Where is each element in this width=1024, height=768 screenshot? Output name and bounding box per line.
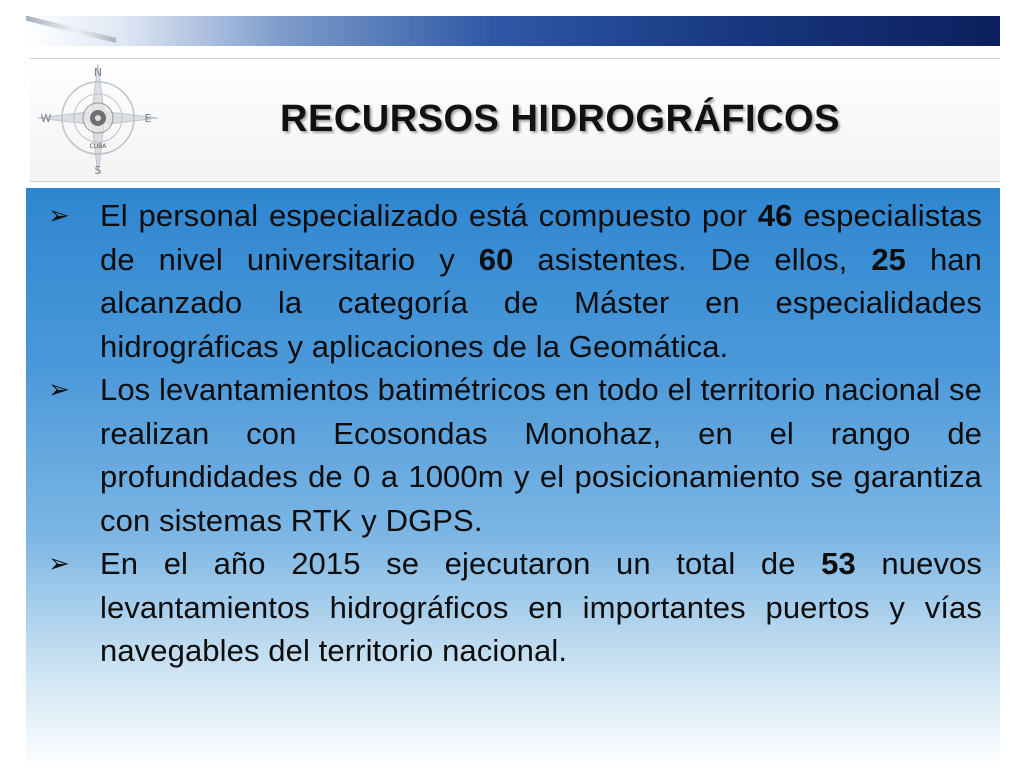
bullet-list	[44, 194, 982, 673]
logo-bottom-text: CUBA	[89, 143, 107, 150]
text-segment: asistentes. De ellos,	[513, 241, 872, 277]
hydrographic-service-logo	[34, 62, 162, 178]
bullet-text	[100, 368, 982, 542]
slide-title: RECURSOS HIDROGRÁFICOS	[280, 98, 840, 140]
number-60: 60	[478, 241, 514, 277]
pen-decoration	[26, 16, 116, 46]
bullet-item-surveys	[44, 368, 982, 542]
text-segment: Los levantamientos batimétricos en todo el territorio nacional se realizan con Ecosondas Monohaz, en el rango de profundidades de 0 a 1000m y el posicionamiento se garantiza con sistemas RTK y DGPS.	[100, 372, 982, 538]
top-decorative-bar	[26, 16, 1000, 46]
number-53: 53	[821, 546, 856, 581]
bullet-item-2015	[44, 542, 982, 673]
number-46: 46	[757, 198, 793, 233]
arrow-bullet-icon: ➢	[48, 200, 70, 230]
text-segment: nuevos levantamientos hidrográficos en importantes puertos y vías navegables del territorio nacional.	[100, 546, 982, 668]
text-segment: especialistas de nivel universitario y	[100, 198, 982, 277]
bullet-item-staff	[44, 194, 982, 368]
bullet-text	[100, 194, 982, 368]
arrow-bullet-icon: ➢	[48, 374, 70, 404]
number-25: 25	[871, 241, 907, 277]
compass-rose-icon	[34, 62, 162, 178]
bullet-text	[100, 542, 982, 673]
arrow-bullet-icon: ➢	[48, 548, 70, 578]
text-segment: El personal especializado está compuesto por	[100, 198, 758, 233]
compass-s-label: S	[94, 164, 102, 177]
compass-n-label: N	[93, 66, 103, 79]
compass-w-label: W	[40, 112, 52, 125]
text-segment: han alcanzado la categoría de Máster en especialidades hidrográficas y aplicaciones de la Geomática.	[100, 241, 982, 364]
text-segment: En el año 2015 se ejecutaron un total de	[100, 546, 822, 581]
compass-e-label: E	[144, 112, 152, 125]
